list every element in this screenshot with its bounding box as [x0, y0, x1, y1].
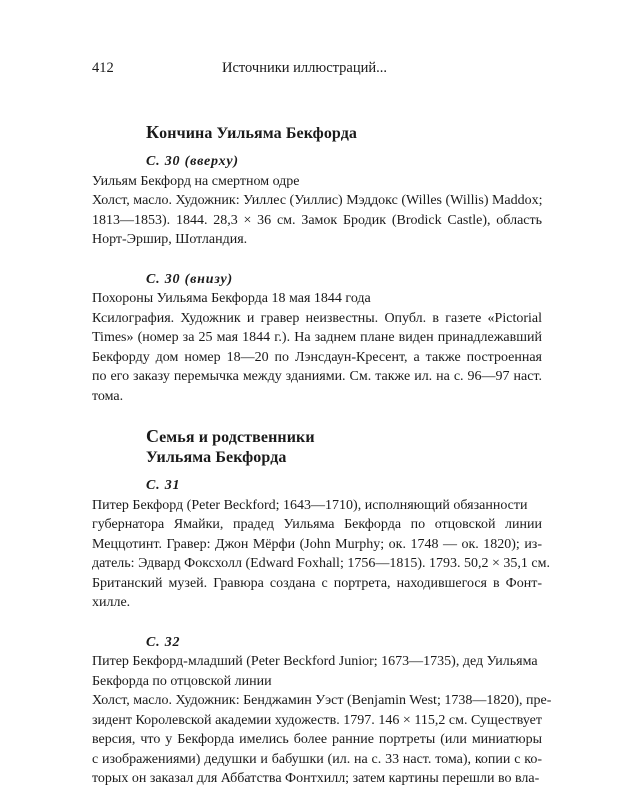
section-title-line2: Уильяма Бекфорда	[146, 449, 287, 466]
page-number: 412	[92, 60, 114, 76]
text-line: Питер Бекфорд (Peter Beckford; 1643—1710), исполняющий обязанности	[92, 497, 528, 513]
text-line: губернатора Ямайки, прадед Уильяма Бекфорда по отцовской линии	[92, 517, 542, 532]
text-line: 1813—1853). 1844. 28,3 × 36 см. Замок Бродик (Brodick Castle), область	[92, 212, 542, 228]
text-line: Холст, масло. Художник: Бенджамин Уэст (Benjamin West; 1738—1820), пре-	[92, 693, 552, 708]
illustration-entry	[92, 633, 552, 789]
section-title	[146, 426, 542, 468]
page-reference: С. 32	[146, 634, 181, 650]
text-line: хилле.	[92, 595, 131, 610]
text-line: Холст, масло. Художник: Уиллес (Уиллис) Мэддокс (Willes (Willis) Maddox;	[92, 193, 543, 208]
text-line: Ксилография. Художник и гравер неизвестны. Опубл. в газете «Pictorial	[92, 310, 542, 326]
text-line: Британский музей. Гравюра создана с портрета, находившегося в Фонт-	[92, 575, 542, 591]
section-2	[92, 426, 552, 789]
section-title	[146, 122, 542, 144]
running-title: Источники иллюстраций...	[222, 60, 388, 76]
page-reference: С. 31	[146, 478, 181, 493]
text-line: торых он заказал для Аббатства Фонтхилл; затем картины перешли во вла-	[92, 771, 540, 786]
text-line: Похороны Уильяма Бекфорда 18 мая 1844 года	[92, 291, 371, 306]
text-line: Меццотинт. Гравер: Джон Мёрфи (John Murphy; ок. 1748 — ок. 1820); из-	[92, 536, 542, 552]
text-line: датель: Эдвард Фоксхолл (Edward Foxhall; 1756—1815). 1793. 50,2 × 35,1 см.	[92, 556, 550, 571]
text-line: зидент Королевской академии художеств. 1797. 146 × 115,2 см. Существует	[92, 712, 542, 728]
text-line: Бекфорду дом номер 18—20 по Лэнсдаун-Кресент, а также построенная	[92, 349, 542, 365]
document-body	[92, 122, 552, 809]
text-line: Times» (номер за 25 мая 1844 г.). На заднем плане виден принадлежавший	[92, 330, 542, 345]
text-line: тома.	[92, 388, 124, 404]
section-title-text: ончина Уильяма Бекфорда	[159, 125, 358, 142]
text-line: Питер Бекфорд-младший (Peter Beckford Junior; 1673—1735), дед Уильяма	[92, 654, 538, 669]
text-line: Норт-Эршир, Шотландия.	[92, 232, 248, 247]
text-line: по его заказу перемычка между зданиями. См. также ил. на с. 96—97 наст.	[92, 369, 542, 384]
page-reference: С. 30 (внизу)	[146, 271, 233, 287]
text-line: версия, что у Бекфорда имелись более ранние портреты (или миниатюры	[92, 732, 542, 747]
section-title-initial: С	[146, 426, 160, 446]
illustration-entry	[92, 476, 550, 613]
text-line: Уильям Бекфорд на смертном одре	[92, 173, 300, 189]
section-1	[92, 122, 542, 406]
running-header	[92, 60, 535, 77]
section-title-text: емья и родственники	[159, 429, 315, 446]
illustration-entry	[92, 270, 542, 407]
text-line: Бекфорда по отцовской линии	[92, 673, 272, 689]
illustration-entry	[92, 152, 542, 250]
text-line: с изображениями) дедушки и бабушки (ил. на с. 33 наст. тома), копии с ко-	[92, 751, 542, 767]
section-title-initial: К	[146, 122, 160, 142]
page-reference: С. 30 (вверху)	[146, 154, 239, 169]
